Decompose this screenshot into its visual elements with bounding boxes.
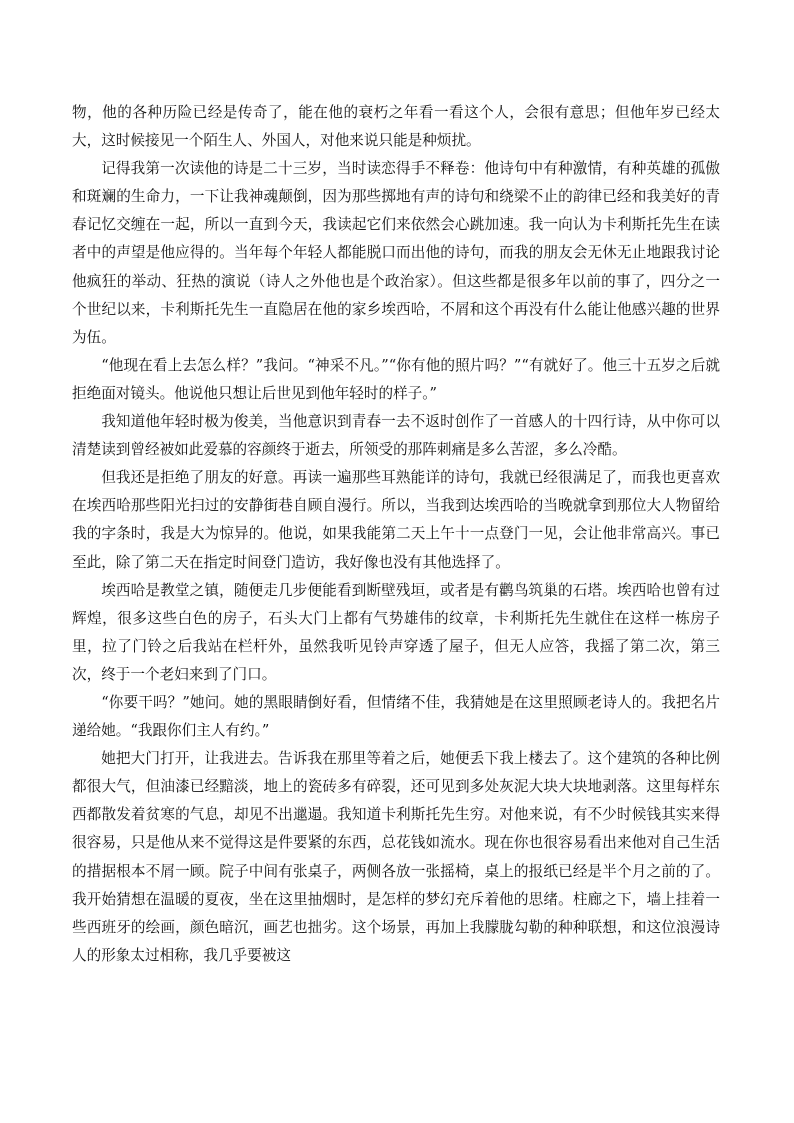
paragraph: 她把大门打开，让我进去。告诉我在那里等着之后，她便丢下我上楼去了。这个建筑的各种比例都很大气，但油漆已经黯淡，地上的瓷砖多有碎裂，还可见到多处灰泥大块大块地剥落。这里每样东西都散发着贫寒的气息，却见不出邋遢。我知道卡利斯托先生穷。对他来说，有不少时候钱其实来得很容易，只是他从来不觉得这是件要紧的东西，总花钱如流水。现在你也很容易看出来他对自己生活的措据根本不屑一顾。院子中间有张桌子，两侧各放一张摇椅，桌上的报纸已经是半个月之前的了。我开始猜想在温暖的夏夜，坐在这里抽烟时，是怎样的梦幻充斥着他的思绪。柱廊之下，墙上挂着一些西班牙的绘画，颜色暗沉，画艺也拙劣。这个场景，再加上我朦胧勾勒的种种联想，和这位浪漫诗人的形象太过相称，我几乎要被这 [72, 750, 720, 964]
paragraph: 记得我第一次读他的诗是二十三岁，当时读恋得手不释卷：他诗句中有种激情，有种英雄的孤傲和斑斓的生命力，一下让我神魂颠倒，因为那些掷地有声的诗句和绕梁不止的韵律已经和我美好的青春记忆交缠在一起，所以一直到今天，我读起它们来依然会心跳加速。我一向认为卡利斯托先生在读者中的声望是他应得的。当年每个年轻人都能脱口而出他的诗句，而我的朋友会无休无止地跟我讨论他疯狂的举动、狂热的演说（诗人之外他也是个政治家）。但这些都是很多年以前的事了，四分之一个世纪以来，卡利斯托先生一直隐居在他的家乡埃西哈，不屑和这个再没有什么能让他感兴趣的世界为伍。 [72, 160, 720, 346]
paragraph: 我知道他年轻时极为俊美，当他意识到青春一去不返时创作了一首感人的十四行诗，从中你可以清楚读到曾经被如此爱慕的容颜终于逝去，所领受的那阵刺痛是多么苦涩，多么冷酷。 [72, 413, 720, 459]
document-body [72, 99, 720, 970]
paragraph-dialogue: “你要干吗？”她问。她的黑眼睛倒好看，但情绪不佳，我猜她是在这里照顾老诗人的。我把名片递给她。“我跟你们主人有约。” [72, 693, 720, 740]
paragraph-continued: 物，他的各种历险已经是传奇了，能在他的衰朽之年看一看这个人，会很有意思；但他年岁已经太大，这时候接见一个陌生人、外国人，对他来说只能是种烦扰。 [72, 104, 720, 150]
paragraph: 埃西哈是教堂之镇，随便走几步便能看到断壁残垣，或者是有鹳鸟筑巢的石塔。埃西哈也曾有过辉煌，很多这些白色的房子，石头大门上都有气势雄伟的纹章，卡利斯托先生就住在这样一栋房子里，拉了门铃之后我站在栏杆外，虽然我听见铃声穿透了屋子，但无人应答，我摇了第二次，第三次，终于一个老妇来到了门口。 [72, 581, 720, 683]
paragraph: 但我还是拒绝了朋友的好意。再读一遍那些耳熟能详的诗句，我就已经很满足了，而我也更喜欢在埃西哈那些阳光扫过的安静街巷自顾自漫行。所以，当我到达埃西哈的当晚就拿到那位大人物留给我的字条时，我是大为惊异的。他说，如果我能第二天上午十一点登门一见，会让他非常高兴。事已至此，除了第二天在指定时间登门造访，我好像也没有其他选择了。 [72, 469, 720, 571]
paragraph-dialogue: “他现在看上去怎么样？”我问。“神采不凡。”“你有他的照片吗？”“有就好了。他三十五岁之后就拒绝面对镜头。他说他只想让后世见到他年轻时的样子。” [72, 356, 720, 402]
